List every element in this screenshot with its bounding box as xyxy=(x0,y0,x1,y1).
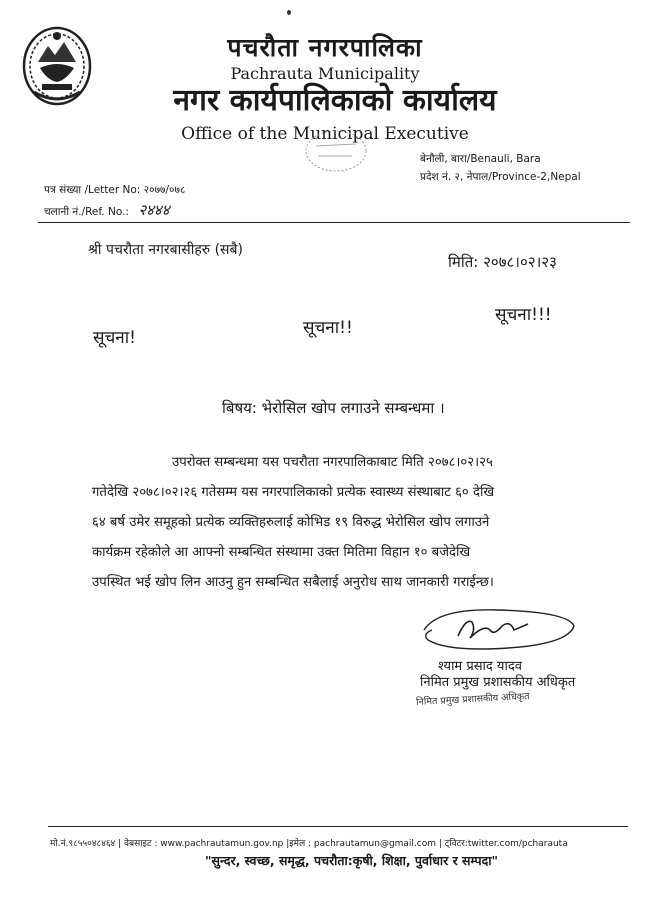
signatory-title: निमित प्रमुख प्रशासकीय अधिकृत xyxy=(420,675,576,690)
address-line-1: बेनौली, बारा/Benauli, Bara xyxy=(420,153,541,165)
body-line-5: उपस्थित भई खोप लिन आउनु हुन सम्बन्धित सबैलाई अनुरोध साथ जानकारी गराईन्छ। xyxy=(92,575,494,590)
body-line-4: कार्यक्रम रहेकोले आ आफ्नो सम्बन्धित संस्थामा उक्त मितिमा विहान १० बजेदेखि xyxy=(92,545,471,560)
signatory-name: श्याम प्रसाद यादव xyxy=(438,659,522,674)
footer-slogan: "सुन्दर, स्वच्छ, समृद्ध, पचरौता:कृषी, शिक्षा, पुर्वाधार र सम्पदा" xyxy=(205,853,498,868)
signatory-stamp: निमित प्रमुख प्रशासकीय अधिकृत xyxy=(415,691,530,708)
handwritten-signature-icon xyxy=(418,600,578,658)
ref-no-label: चलानी नं./Ref. No.: xyxy=(44,206,129,218)
municipality-name-nepali: पचरौता नगरपालिका xyxy=(227,33,423,62)
body-line-3: ६४ बर्ष उमेर समूहको प्रत्येक व्यक्तिहरुलाई कोभिड १९ विरुद्ध भेरोसिल खोप लगाउने xyxy=(92,515,490,530)
letter-no-value: २०७७/०७८ xyxy=(143,184,186,196)
nepal-emblem-icon xyxy=(20,22,94,108)
body-line-2: गतेदेखि २०७८।०२।२६ गतेसम्म यस नगरपालिकाको प्रत्येक स्वास्थ्य संस्थाबाट ६० देखि xyxy=(92,485,495,500)
letter-no-label: पत्र संख्या /Letter No: xyxy=(44,184,141,196)
municipality-name-english: Pachrauta Municipality xyxy=(230,64,420,83)
ref-no-handwritten-value: २४४४ xyxy=(138,201,170,219)
office-name-nepali: नगर कार्यपालिकाको कार्यालय xyxy=(173,83,497,118)
letter-number xyxy=(44,183,185,197)
office-name-english: Office of the Municipal Executive xyxy=(181,124,469,144)
scan-speck xyxy=(287,10,291,15)
footer-divider xyxy=(48,826,628,827)
faint-stamp-icon xyxy=(300,126,372,176)
footer-contact-line: मो.नं.९८५५०४८४६४ | वेबसाइट : www.pachrautamun.gov.np |इमेल : pachrautamun@gmail.com | ट्विटर:twitter.com/pcharauta xyxy=(50,839,568,849)
recipient: श्री पचरौता नगरबासीहरु (सबै) xyxy=(88,242,243,258)
ref-number xyxy=(44,200,170,220)
notice-heading-3: सूचना!!! xyxy=(495,305,552,325)
body-line-1: उपरोक्त सम्बन्धमा यस पचरौता नगरपालिकाबाट मिति २०७८।०२।२५ xyxy=(172,455,493,470)
letter-subject: बिषय: भेरोसिल खोप लगाउने सम्बन्धमा । xyxy=(222,399,445,417)
header-divider xyxy=(38,222,630,223)
letter-date: मिति: २०७८।०२।२३ xyxy=(448,253,557,271)
notice-heading-1: सूचना! xyxy=(93,328,136,348)
address-line-2: प्रदेश नं. २, नेपाल/Province-2,Nepal xyxy=(420,171,581,183)
notice-heading-2: सूचना!! xyxy=(303,318,353,338)
